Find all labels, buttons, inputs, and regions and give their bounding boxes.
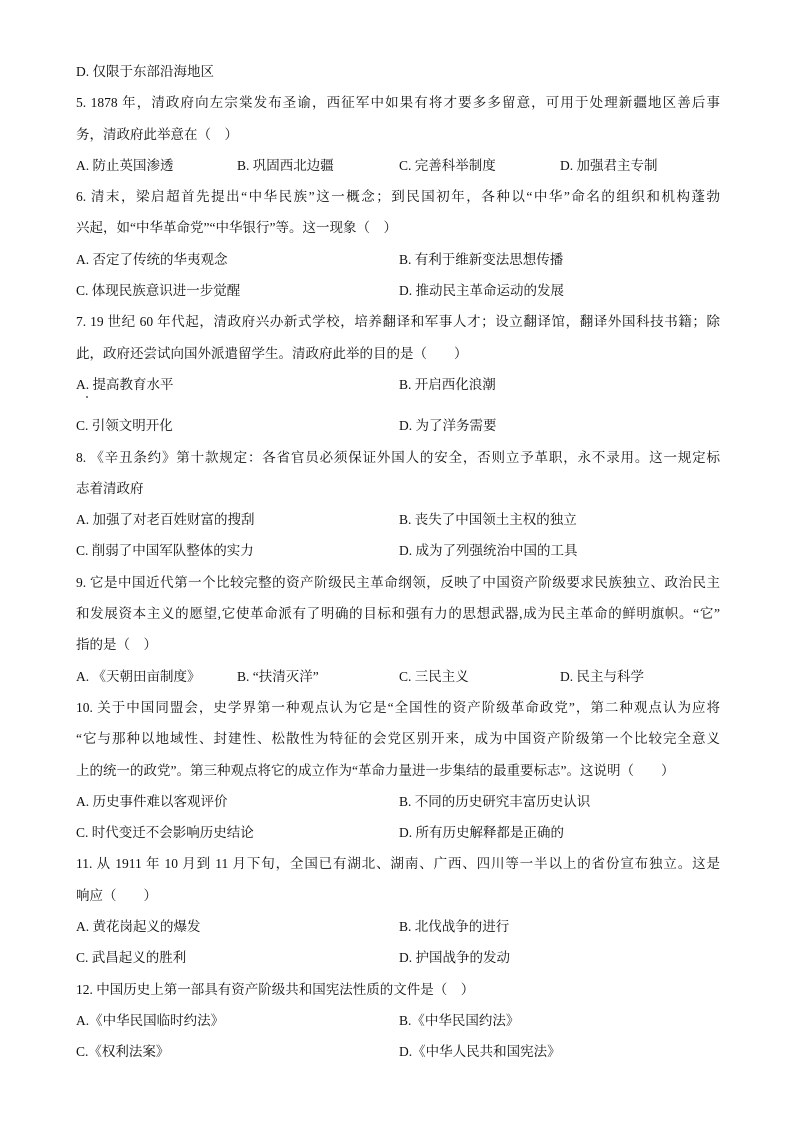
question-5-option-a: A. 防止英国渗透 — [76, 157, 174, 173]
question-12-option-b: B.《中华民国约法》 — [399, 1012, 520, 1028]
question-7-stem-line-2: 此，政府还尝试向国外派遣留学生。清政府此举的目的是（ ） — [76, 345, 468, 361]
question-8-option-d: D. 成为了列强统治中国的工具 — [399, 543, 578, 559]
question-6-option-d: D. 推动民主革命运动的发展 — [399, 283, 564, 299]
question-7-options-row-2 — [76, 410, 720, 441]
question-10-option-d: D. 所有历史解释都是正确的 — [399, 825, 564, 841]
question-12-options — [76, 1005, 720, 1068]
question-8-stem-line-1: 8. 《辛丑条约》第十款规定：各省官员必须保证外国人的安全，否则立予革职，永不录用。这一规定标 — [76, 449, 720, 465]
stray-print-dot — [86, 396, 88, 398]
question-9-option-d: D. 民主与科学 — [560, 668, 644, 684]
question-10-stem-line-3: 上的统一的政党”。第三种观点将它的成立作为“革命力量进一步集结的最重要标志”。这说明（ ） — [76, 762, 675, 778]
question-5-stem-line-1: 5. 1878 年，清政府向左宗棠发布圣谕，西征军中如果有将才要多多留意，可用于处理新疆地区善后事 — [76, 95, 720, 111]
question-9-option-c: C. 三民主义 — [399, 668, 469, 684]
question-5-option-c: C. 完善科举制度 — [399, 157, 496, 173]
question-12-option-d: D.《中华人民共和国宪法》 — [399, 1044, 561, 1060]
question-7-option-a: A. 提高教育水平 — [76, 376, 174, 392]
question-5-options — [76, 150, 720, 181]
question-8-option-b: B. 丧失了中国领土主权的独立 — [399, 512, 577, 528]
question-5-option-d: D. 加强君主专制 — [560, 157, 658, 173]
question-10 — [76, 692, 720, 848]
question-11-stem-line-1: 11. 从 1911 年 10 月到 11 月下旬，全国已有湖北、湖南、广西、四川等一半以上的省份宣布独立。这是 — [76, 856, 720, 872]
exam-content — [76, 56, 720, 1068]
question-5-stem-line-2: 务，清政府此举意在（ ） — [76, 126, 238, 142]
question-10-option-c: C. 时代变迁不会影响历史结论 — [76, 825, 254, 841]
question-6 — [76, 181, 720, 306]
question-8-options — [76, 504, 720, 567]
question-11-option-d: D. 护国战争的发动 — [399, 950, 510, 966]
question-5-option-b: B. 巩固西北边疆 — [237, 157, 334, 173]
question-8-option-c: C. 削弱了中国军队整体的实力 — [76, 543, 254, 559]
question-9-stem-line-2: 和发展资本主义的愿望,它使革命派有了明确的目标和强有力的思想武器,成为民主革命的鲜明旗帜。“它” — [76, 606, 720, 622]
question-8-option-a: A. 加强了对老百姓财富的搜刮 — [76, 512, 255, 528]
question-7-stem-line-1: 7. 19 世纪 60 年代起，清政府兴办新式学校，培养翻译和军事人才；设立翻译馆，翻译外国科技书籍；除 — [76, 314, 720, 330]
question-6-stem-line-1: 6. 清末，梁启超首先提出“中华民族”这一概念；到民国初年，各种以“中华”命名的组织和机构蓬勃 — [76, 189, 720, 205]
question-6-option-c: C. 体现民族意识进一步觉醒 — [76, 283, 241, 299]
question-8 — [76, 442, 720, 567]
question-11-option-a: A. 黄花岗起义的爆发 — [76, 919, 201, 935]
question-6-option-a: A. 否定了传统的华夷观念 — [76, 251, 228, 267]
question-10-options — [76, 786, 720, 849]
question-10-stem-line-1: 10. 关于中国同盟会，史学界第一种观点认为它是“全国性的资产阶级革命政党”，第二种观点认为应将 — [76, 699, 720, 715]
question-9-option-b: B. “扶清灭洋” — [237, 668, 319, 684]
question-12 — [76, 974, 720, 1068]
question-9-stem-line-1: 9. 它是中国近代第一个比较完整的资产阶级民主革命纲领，反映了中国资产阶级要求民族独立、政治民主 — [76, 574, 720, 590]
question-5 — [76, 87, 720, 181]
question-10-option-b: B. 不同的历史研究丰富历史认识 — [399, 793, 591, 809]
question-11 — [76, 848, 720, 973]
question-10-stem-line-2: “它与那种以地域性、封建性、松散性为特征的会党区别开来，成为中国资产阶级第一个比较完全意义 — [76, 731, 720, 747]
question-7-option-c: C. 引领文明开化 — [76, 418, 173, 434]
question-6-options — [76, 244, 720, 307]
question-9-options — [76, 661, 720, 692]
question-6-stem-line-2: 兴起，如“中华革命党”“中华银行”等。这一现象（ ） — [76, 220, 397, 236]
question-7-options-row-1 — [76, 369, 720, 400]
question-8-stem-line-2: 志着清政府 — [76, 480, 144, 496]
question-12-stem-line-1: 12. 中国历史上第一部具有资产阶级共和国宪法性质的文件是（ ） — [76, 981, 475, 997]
previous-question-option-d: D. 仅限于东部沿海地区 — [76, 64, 214, 79]
question-11-option-b: B. 北伐战争的进行 — [399, 919, 510, 935]
question-9-option-a: A. 《天朝田亩制度》 — [76, 668, 201, 684]
question-7-option-b: B. 开启西化浪潮 — [399, 376, 496, 392]
question-7 — [76, 306, 720, 441]
question-9-stem-line-3: 指的是（ ） — [76, 637, 157, 653]
question-9 — [76, 567, 720, 692]
question-12-option-a: A.《中华民国临时约法》 — [76, 1012, 225, 1028]
question-11-stem-line-2: 响应（ ） — [76, 887, 157, 903]
question-11-option-c: C. 武昌起义的胜利 — [76, 950, 187, 966]
question-12-option-c: C.《权利法案》 — [76, 1044, 170, 1060]
question-6-option-b: B. 有利于维新变法思想传播 — [399, 251, 564, 267]
question-10-option-a: A. 历史事件难以客观评价 — [76, 793, 228, 809]
question-7-option-d: D. 为了洋务需要 — [399, 418, 497, 434]
question-11-options — [76, 911, 720, 974]
